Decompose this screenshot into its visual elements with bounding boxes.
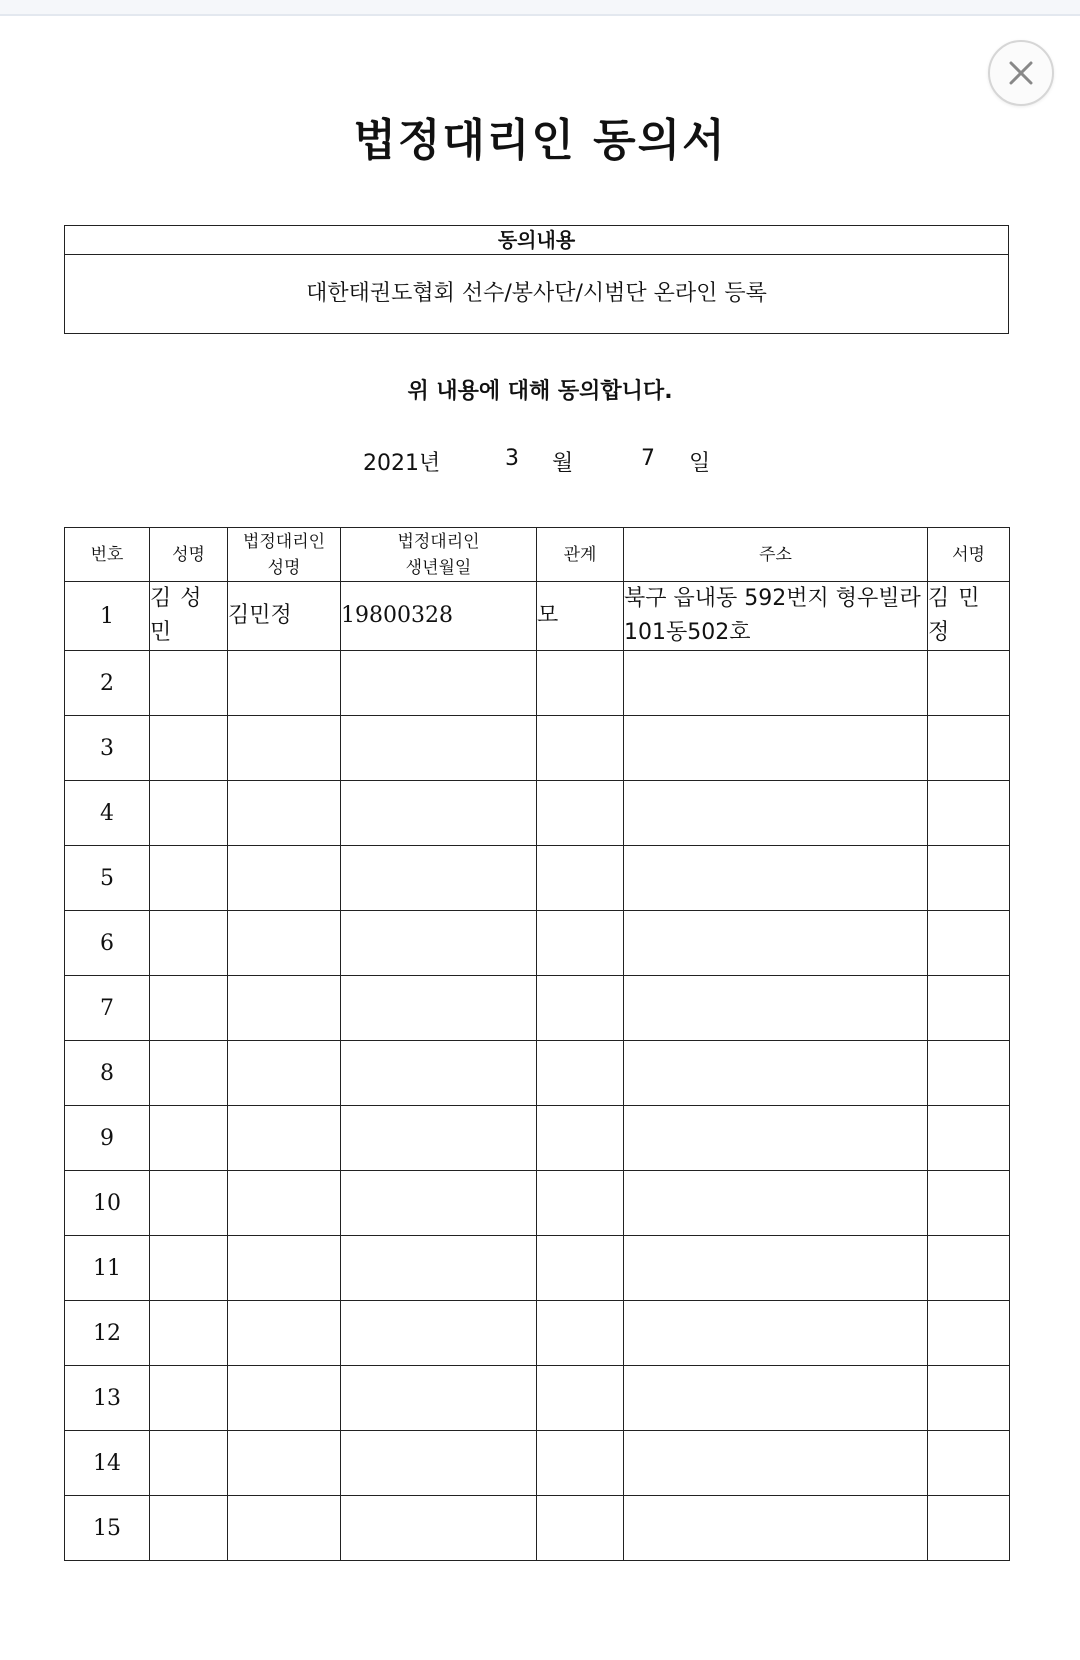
cell-address — [624, 651, 928, 716]
cell-name — [150, 781, 228, 846]
cell-relation — [537, 1301, 624, 1366]
cell-address — [624, 1041, 928, 1106]
cell-address — [624, 846, 928, 911]
consent-box — [64, 225, 1009, 334]
cell-name — [150, 1301, 228, 1366]
table-row — [65, 1301, 1010, 1366]
cell-signature — [928, 1106, 1010, 1171]
cell-signature — [928, 911, 1010, 976]
date-day-label: 일 — [689, 451, 711, 476]
cell-name — [150, 1106, 228, 1171]
date-year: 2021년 — [363, 451, 441, 476]
table-row — [65, 1041, 1010, 1106]
table-row — [65, 716, 1010, 781]
cell-relation — [537, 1431, 624, 1496]
cell-name — [150, 651, 228, 716]
cell-relation — [537, 781, 624, 846]
cell-number: 2 — [65, 651, 150, 716]
cell-name — [150, 1171, 228, 1236]
cell-name — [150, 911, 228, 976]
cell-guardian-name — [228, 1301, 341, 1366]
cell-name — [150, 1041, 228, 1106]
header-address: 주소 — [624, 528, 928, 582]
cell-name — [150, 716, 228, 781]
cell-guardian-name — [228, 1171, 341, 1236]
cell-address — [624, 911, 928, 976]
table-header-row — [65, 528, 1010, 582]
cell-address — [624, 1366, 928, 1431]
cell-number: 14 — [65, 1431, 150, 1496]
cell-relation — [537, 716, 624, 781]
table-row — [65, 1431, 1010, 1496]
document-title: 법정대리인 동의서 — [353, 115, 727, 166]
date-line — [0, 446, 1080, 476]
cell-address — [624, 1301, 928, 1366]
cell-guardian-birth — [341, 1301, 537, 1366]
header-relation: 관계 — [537, 528, 624, 582]
table-row — [65, 781, 1010, 846]
cell-guardian-name: 김민정 — [228, 582, 341, 651]
cell-number: 13 — [65, 1366, 150, 1431]
cell-guardian-birth — [341, 651, 537, 716]
cell-signature — [928, 976, 1010, 1041]
cell-address — [624, 976, 928, 1041]
cell-name — [150, 1431, 228, 1496]
cell-name — [150, 846, 228, 911]
cell-relation — [537, 846, 624, 911]
cell-address — [624, 1106, 928, 1171]
cell-number: 6 — [65, 911, 150, 976]
table-row — [65, 911, 1010, 976]
cell-guardian-birth — [341, 781, 537, 846]
cell-number: 7 — [65, 976, 150, 1041]
table-row — [65, 1106, 1010, 1171]
guardian-table — [64, 527, 1010, 1561]
cell-guardian-name — [228, 651, 341, 716]
cell-address — [624, 781, 928, 846]
cell-signature — [928, 1366, 1010, 1431]
close-icon — [1007, 59, 1035, 87]
cell-guardian-name — [228, 911, 341, 976]
cell-number: 4 — [65, 781, 150, 846]
table-row — [65, 582, 1010, 651]
cell-address — [624, 1431, 928, 1496]
table-row — [65, 846, 1010, 911]
date-month-value: 3 — [505, 446, 519, 471]
header-name: 성명 — [150, 528, 228, 582]
cell-signature — [928, 651, 1010, 716]
cell-guardian-birth — [341, 1106, 537, 1171]
cell-guardian-birth — [341, 716, 537, 781]
cell-number: 12 — [65, 1301, 150, 1366]
cell-number: 1 — [65, 582, 150, 651]
cell-name — [150, 976, 228, 1041]
cell-name — [150, 1236, 228, 1301]
cell-guardian-birth — [341, 846, 537, 911]
cell-guardian-birth — [341, 1496, 537, 1561]
cell-signature — [928, 1496, 1010, 1561]
cell-guardian-name — [228, 1431, 341, 1496]
cell-signature — [928, 1236, 1010, 1301]
table-row — [65, 1366, 1010, 1431]
cell-number: 8 — [65, 1041, 150, 1106]
cell-relation — [537, 1236, 624, 1301]
header-guardian-name: 법정대리인 성명 — [228, 528, 341, 582]
consent-header: 동의내용 — [65, 226, 1008, 255]
cell-name: 김 성 민 — [150, 582, 228, 651]
cell-number: 5 — [65, 846, 150, 911]
table-row — [65, 1496, 1010, 1561]
agreement-statement: 위 내용에 대해 동의합니다. — [407, 379, 673, 404]
cell-signature — [928, 781, 1010, 846]
cell-guardian-name — [228, 716, 341, 781]
cell-address — [624, 716, 928, 781]
cell-relation: 모 — [537, 582, 624, 651]
cell-signature: 김 민 정 — [928, 582, 1010, 651]
cell-name — [150, 1496, 228, 1561]
cell-name — [150, 1366, 228, 1431]
date-month-label: 월 — [552, 451, 574, 476]
cell-guardian-name — [228, 781, 341, 846]
cell-guardian-birth — [341, 1171, 537, 1236]
table-row — [65, 1171, 1010, 1236]
cell-guardian-name — [228, 1236, 341, 1301]
cell-signature — [928, 1301, 1010, 1366]
cell-guardian-name — [228, 1366, 341, 1431]
cell-relation — [537, 1366, 624, 1431]
cell-guardian-birth — [341, 976, 537, 1041]
cell-relation — [537, 651, 624, 716]
table-row — [65, 976, 1010, 1041]
date-day-value: 7 — [641, 446, 655, 471]
header-guardian-birth: 법정대리인 생년월일 — [341, 528, 537, 582]
cell-signature — [928, 1041, 1010, 1106]
cell-guardian-birth: 19800328 — [341, 582, 537, 651]
top-strip — [0, 0, 1080, 16]
cell-guardian-birth — [341, 1041, 537, 1106]
cell-number: 9 — [65, 1106, 150, 1171]
cell-number: 11 — [65, 1236, 150, 1301]
cell-guardian-birth — [341, 1236, 537, 1301]
cell-address — [624, 1171, 928, 1236]
cell-guardian-name — [228, 846, 341, 911]
cell-signature — [928, 1431, 1010, 1496]
cell-address — [624, 1496, 928, 1561]
cell-address — [624, 1236, 928, 1301]
cell-guardian-name — [228, 1106, 341, 1171]
cell-number: 10 — [65, 1171, 150, 1236]
cell-guardian-name — [228, 1041, 341, 1106]
cell-number: 3 — [65, 716, 150, 781]
cell-guardian-birth — [341, 911, 537, 976]
cell-relation — [537, 976, 624, 1041]
cell-number: 15 — [65, 1496, 150, 1561]
header-number: 번호 — [65, 528, 150, 582]
cell-signature — [928, 716, 1010, 781]
consent-content: 대한태권도협회 선수/봉사단/시범단 온라인 등록 — [306, 281, 767, 306]
cell-guardian-birth — [341, 1366, 537, 1431]
cell-guardian-name — [228, 1496, 341, 1561]
cell-relation — [537, 911, 624, 976]
close-button[interactable] — [988, 40, 1054, 106]
cell-relation — [537, 1041, 624, 1106]
cell-signature — [928, 1171, 1010, 1236]
cell-relation — [537, 1106, 624, 1171]
cell-guardian-name — [228, 976, 341, 1041]
cell-relation — [537, 1496, 624, 1561]
table-row — [65, 1236, 1010, 1301]
header-signature: 서명 — [928, 528, 1010, 582]
cell-signature — [928, 846, 1010, 911]
table-row — [65, 651, 1010, 716]
cell-address: 북구 읍내동 592번지 형우빌라 101동502호 — [624, 582, 928, 651]
cell-guardian-birth — [341, 1431, 537, 1496]
cell-relation — [537, 1171, 624, 1236]
